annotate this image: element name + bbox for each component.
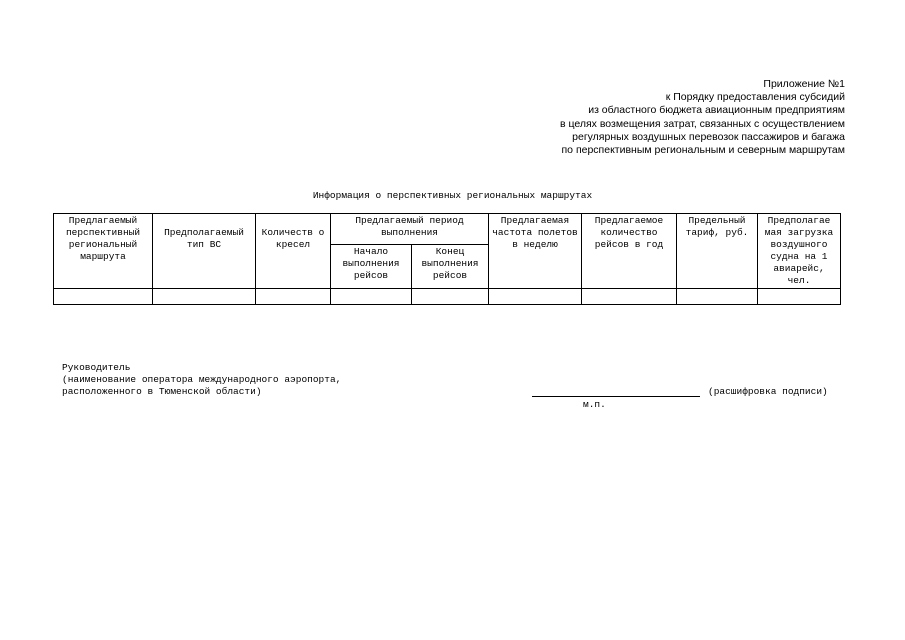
table-cell xyxy=(256,289,331,305)
col-tariff-header: Предельный тариф, руб. xyxy=(677,214,758,289)
table-cell xyxy=(758,289,841,305)
appendix-line: по перспективным региональным и северным маршрутам xyxy=(561,144,845,157)
appendix-line: к Порядку предоставления субсидий xyxy=(665,91,845,104)
document-title: Информация о перспективных региональных маршрутах xyxy=(312,190,593,201)
table-row xyxy=(54,289,841,305)
col-flights-per-year-header: Предлагаемое количество рейсов в год xyxy=(582,214,677,289)
table-cell xyxy=(54,289,153,305)
col-frequency-header: Предлагаемая частота полетов в неделю xyxy=(489,214,582,289)
table-cell xyxy=(331,289,412,305)
col-period-start-header: Начало выполнения рейсов xyxy=(331,244,412,288)
signature-org-line: (наименование оператора международного аэропорта, xyxy=(62,374,342,385)
signature-org-line: расположенного в Тюменской области) xyxy=(62,386,262,397)
col-load-header: Предполагае мая загрузка воздушного судна на 1 авиарейс, чел. xyxy=(758,214,841,289)
col-seats-header: Количеств о кресел xyxy=(256,214,331,289)
appendix-line: регулярных воздушных перевозок пассажиров и багажа xyxy=(572,130,845,143)
table-header-row xyxy=(54,214,841,245)
col-aircraft-type-header: Предполагаемый тип ВС xyxy=(153,214,256,289)
table-cell xyxy=(153,289,256,305)
table-cell xyxy=(582,289,677,305)
seal-label: м.п. xyxy=(583,399,606,410)
appendix-line: в целях возмещения затрат, связанных с осуществлением xyxy=(559,117,845,130)
col-route-header: Предлагаемый перспективный региональный маршрута xyxy=(54,214,153,289)
col-period-end-header: Конец выполнения рейсов xyxy=(412,244,489,288)
appendix-line: Приложение №1 xyxy=(763,78,845,90)
signature-line xyxy=(532,396,700,397)
col-period-group-header: Предлагаемый период выполнения xyxy=(331,214,489,245)
routes-table xyxy=(53,213,841,305)
signature-block xyxy=(62,362,341,398)
appendix-line: из областного бюджета авиационным предприятиям xyxy=(588,104,845,117)
signature-role: Руководитель xyxy=(62,362,131,373)
table-cell xyxy=(677,289,758,305)
table-cell xyxy=(489,289,582,305)
signature-decode-label: (расшифровка подписи) xyxy=(708,386,828,397)
table-cell xyxy=(412,289,489,305)
appendix-header xyxy=(560,78,845,157)
